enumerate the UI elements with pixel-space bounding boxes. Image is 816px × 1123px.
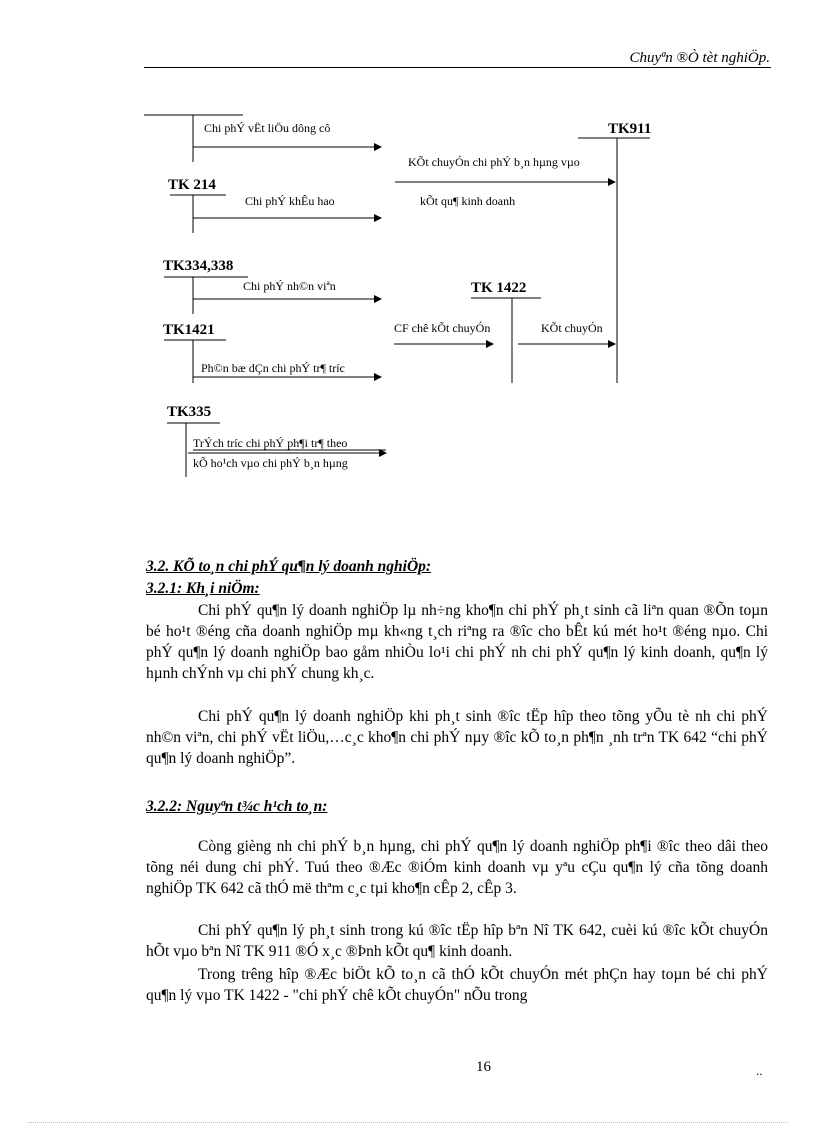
footer-dots: .. xyxy=(756,1063,763,1078)
label-trich-truoc-2: kÕ ho¹ch vµo chi phÝ b¸n hµng xyxy=(193,456,348,470)
label-cp-khau-hao: Chi phÝ khÊu hao xyxy=(245,194,335,208)
label-phan-bo: Ph©n bæ dÇn chi phÝ tr¶ tríc xyxy=(201,361,345,375)
label-tk335: TK335 xyxy=(167,404,212,420)
label-ket-chuyen-cp: KÕt chuyÓn chi phÝ b¸n hµng vµo xyxy=(408,155,580,169)
accounting-flow-diagram xyxy=(0,0,816,500)
label-cp-nhan-vien: Chi phÝ nh©n viªn xyxy=(243,279,336,293)
paragraph-nguyen-tac-2: Chi phÝ qu¶n lý ph¸t sinh trong kú ®îc tËp hîp bªn Nî TK 642, cuèi kú ®îc kÕt chuyÓn hÕt vµo bªn Nî TK 911 ®Ó x¸c ®Þnh kÕt qu¶ kinh doanh. xyxy=(146,922,768,960)
label-tk214: TK 214 xyxy=(168,177,216,193)
label-ket-chuyen: KÕt chuyÓn xyxy=(541,321,603,335)
label-kq-kinh-doanh: kÕt qu¶ kinh doanh xyxy=(420,194,516,208)
section-heading-3-2: 3.2. KÕ to¸n chi phÝ qu¶n lý doanh nghiÖp: xyxy=(146,558,432,575)
paragraph-khai-niem-1: Chi phÝ qu¶n lý doanh nghiÖp lµ nh÷ng kho¶n chi phÝ ph¸t sinh cã liªn quan ®Õn toµn bé ho¹t ®éng cña doanh nghiÖp mµ kh«ng t¸ch riªng ra ®îc cho bÊt kú mét ho¹t ®éng nµo. Chi phÝ qu¶n lý doanh nghiÖp bao gåm nhiÒu lo¹i chi phÝ nh chi phÝ qu¶n lý kinh doanh, qu¶n lý hµnh chÝnh vµ chi phÝ chung kh¸c. xyxy=(146,602,768,682)
paragraph-nguyen-tac-1: Còng gièng nh chi phÝ b¸n hµng, chi phÝ qu¶n lý doanh nghiÖp ph¶i ®îc theo dâi theo tõng néi dung chi phÝ. Tuú theo ®Æc ®iÓm kinh doanh vµ yªu cÇu qu¶n lý cña tõng doanh nghiÖp TK 642 cã thÓ më thªm c¸c tµi kho¶n cÊp 2, cÊp 3. xyxy=(146,838,768,897)
paragraph-khai-niem-2: Chi phÝ qu¶n lý doanh nghiÖp khi ph¸t sinh ®îc tËp hîp theo tõng yÕu tè nh chi phÝ nh©n viªn, chi phÝ vËt liÖu,…c¸c kho¶n chi phÝ nµy ®îc kÕ to¸n ph¶n ¸nh trªn TK 642 “chi phÝ qu¶n lý doanh nghiÖp”. xyxy=(146,708,768,767)
label-cf-cho-kc: CF chê kÕt chuyÓn xyxy=(394,321,491,335)
page-number: 16 xyxy=(476,1059,491,1075)
paragraph-nguyen-tac-3: Trong trêng hîp ®Æc biÖt kÕ to¸n cã thÓ kÕt chuyÓn mét phÇn hay toµn bé chi phÝ qu¶n lý vµo TK 1422 - "chi phÝ chê kÕt chuyÓn" nÕu trong xyxy=(146,966,768,1004)
label-tk1421: TK1421 xyxy=(163,322,215,338)
label-trich-truoc-1: TrÝch tríc chi phÝ ph¶i tr¶ theo xyxy=(193,436,348,450)
section-heading-3-2-1: 3.2.1: Kh¸i niÖm: xyxy=(146,580,260,597)
label-tk911: TK911 xyxy=(608,121,652,137)
page-header-title: Chuyªn ®Ò tèt nghiÖp. xyxy=(629,50,770,66)
section-heading-3-2-2: 3.2.2: Nguyªn t¾c h¹ch to¸n: xyxy=(146,798,328,815)
label-tk334: TK334,338 xyxy=(163,258,234,274)
label-tk1422: TK 1422 xyxy=(471,280,527,296)
label-cp-vat-lieu: Chi phÝ vËt liÖu dông cô xyxy=(204,121,331,135)
